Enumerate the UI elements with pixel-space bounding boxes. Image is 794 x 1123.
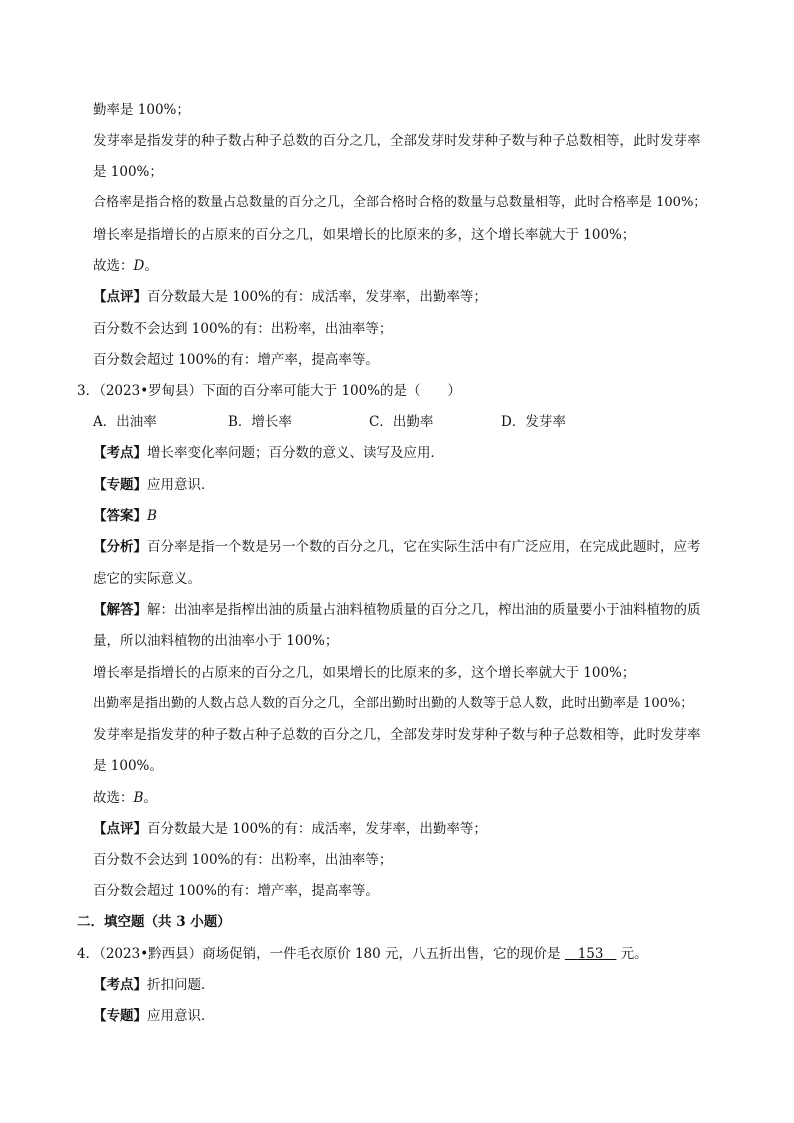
text-line: 百分数会超过 100%的有：增产率，提高率等。 bbox=[93, 883, 379, 899]
zhuanti-line bbox=[93, 476, 215, 494]
label: 故选： bbox=[93, 790, 134, 806]
fill-blank-answer bbox=[565, 946, 617, 962]
text-line: 是 100%。 bbox=[93, 758, 163, 774]
text-line: 量，所以油料植物的出油率小于 100%； bbox=[93, 633, 339, 649]
daan-line bbox=[93, 507, 157, 525]
kaodian-text: 增长率变化率问题；百分数的意义、读写及应用． bbox=[147, 445, 444, 461]
answer-letter: B bbox=[133, 790, 144, 806]
section-tag: 【考点】 bbox=[93, 977, 147, 993]
fenxi-line bbox=[93, 538, 701, 556]
kaodian-line bbox=[93, 976, 215, 994]
comment-text: 百分数最大是 100%的有：成活率，发芽率，出勤率等； bbox=[147, 821, 487, 837]
section-tag: 【点评】 bbox=[93, 821, 147, 837]
text-line: 虑它的实际意义。 bbox=[93, 571, 201, 587]
option-c: C．出勤率 bbox=[369, 414, 434, 430]
punct: 。 bbox=[143, 790, 157, 806]
text-line: 勤率是 100%； bbox=[93, 102, 190, 118]
text-line: 合格率是指合格的数量占总数量的百分之几，全部合格时合格的数量与总数量相等，此时合格率是 100%； bbox=[93, 195, 707, 210]
text-line: 发芽率是指发芽的种子数占种子总数的百分之几，全部发芽时发芽种子数与种子总数相等，此时发芽率 bbox=[93, 133, 701, 149]
kaodian-line bbox=[93, 444, 444, 462]
text-line: 增长率是指增长的占原来的百分之几，如果增长的比原来的多，这个增长率就大于 100%； bbox=[93, 665, 636, 681]
answer-letter: B bbox=[147, 508, 157, 524]
zhuanti-text: 应用意识． bbox=[147, 1008, 215, 1024]
section-tag: 【答案】 bbox=[93, 508, 147, 524]
jieda-text: 解：出油率是指榨出油的质量占油料植物质量的百分之几，榨出油的质量要小于油料植物的质 bbox=[147, 602, 701, 618]
text-line: 是 100%； bbox=[93, 164, 163, 180]
option-d: D．发芽率 bbox=[501, 414, 566, 430]
section-tag: 【专题】 bbox=[93, 1008, 147, 1024]
stem-text: 4．（2023•黔西县）商场促销，一件毛衣原价 180 元，八五折出售，它的现价是 bbox=[77, 946, 561, 962]
comment-text: 百分数最大是 100%的有：成活率，发芽率，出勤率等； bbox=[147, 289, 487, 305]
section-tag: 【考点】 bbox=[93, 445, 147, 461]
answer-letter: D bbox=[133, 258, 145, 274]
text-line: 发芽率是指发芽的种子数占种子总数的百分之几，全部发芽时发芽种子数与种子总数相等，此时发芽率 bbox=[93, 727, 701, 743]
label: 故选： bbox=[93, 258, 134, 274]
jieda-line bbox=[93, 601, 701, 619]
zhuanti-line bbox=[93, 1007, 215, 1025]
text-line: 增长率是指增长的占原来的百分之几，如果增长的比原来的多，这个增长率就大于 100%； bbox=[93, 227, 636, 243]
question-stem bbox=[77, 945, 648, 963]
section-heading: 二．填空题（共 3 小题） bbox=[77, 914, 231, 930]
option-b: B．增长率 bbox=[228, 414, 292, 430]
answer-line bbox=[93, 789, 157, 807]
text-line: 百分数不会达到 100%的有：出粉率，出油率等； bbox=[93, 321, 393, 337]
section-tag: 【点评】 bbox=[93, 289, 147, 305]
kaodian-text: 折扣问题． bbox=[147, 977, 215, 993]
comment-line bbox=[93, 288, 487, 306]
section-tag: 【专题】 bbox=[93, 477, 147, 493]
zhuanti-text: 应用意识． bbox=[147, 477, 215, 493]
fenxi-text: 百分率是指一个数是另一个数的百分之几，它在实际生活中有广泛应用，在完成此题时，应考 bbox=[147, 539, 701, 555]
text-line: 出勤率是指出勤的人数占总人数的百分之几，全部出勤时出勤的人数等于总人数，此时出勤率是 100%； bbox=[93, 696, 694, 711]
answer-value: 153 bbox=[577, 946, 604, 962]
punct: 。 bbox=[144, 258, 158, 274]
question-stem: 3．（2023•罗甸县）下面的百分率可能大于 100%的是（ ） bbox=[77, 383, 462, 399]
answer-line bbox=[93, 257, 158, 275]
text-line: 百分数不会达到 100%的有：出粉率，出油率等； bbox=[93, 852, 393, 868]
comment-line bbox=[93, 820, 487, 838]
section-tag: 【解答】 bbox=[93, 602, 147, 618]
section-tag: 【分析】 bbox=[93, 539, 147, 555]
text-line: 百分数会超过 100%的有：增产率，提高率等。 bbox=[93, 352, 379, 368]
unit-text: 元。 bbox=[620, 946, 648, 962]
option-a: A．出油率 bbox=[93, 414, 157, 430]
